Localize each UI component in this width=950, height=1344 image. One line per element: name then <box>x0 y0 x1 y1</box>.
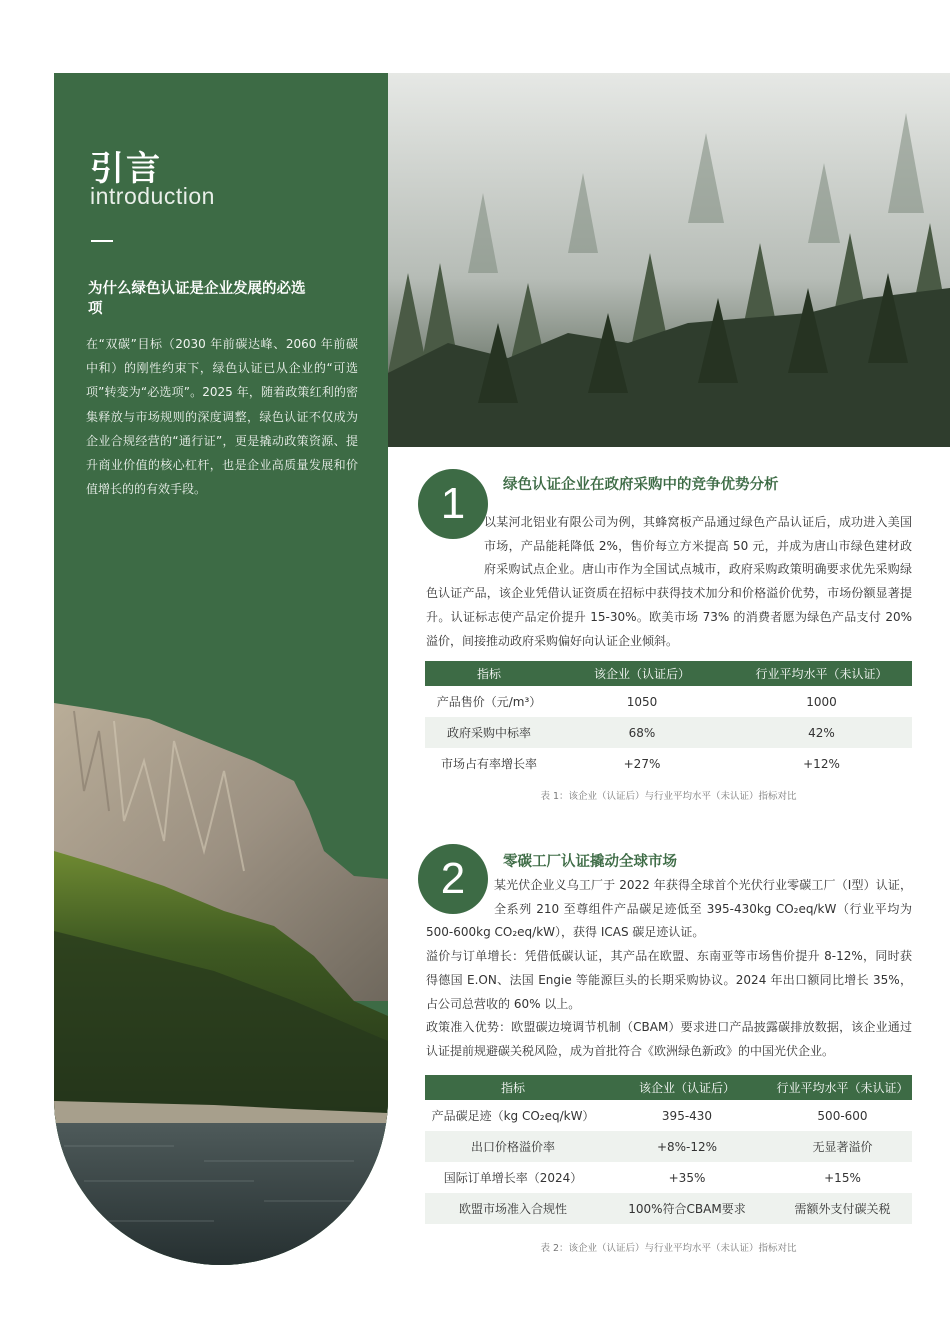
table-cell: 1050 <box>626 694 658 709</box>
table-cell: +35% <box>668 1170 706 1185</box>
comparison-table-2 <box>425 1075 912 1224</box>
table-cell: 需额外支付碳关税 <box>773 1193 912 1224</box>
table-row <box>425 1193 912 1224</box>
comparison-table-1 <box>425 661 912 779</box>
section-2-title: 零碳工厂认证撬动全球市场 <box>503 854 677 870</box>
table-cell: 无显著溢价 <box>773 1131 912 1162</box>
section-2-text-3: 政策准入优势：欧盟碳边境调节机制（CBAM）要求进口产品披露碳排放数据，该企业通过认证提前规避碳关税风险，成为首批符合《欧洲绿色新政》的中国光伏企业。 <box>426 1020 912 1058</box>
table-row <box>425 1131 912 1162</box>
intro-subtitle: introduction <box>90 183 215 209</box>
section-2-text-1: 某光伏企业义乌工厂于 2022 年获得全球首个光伏行业零碳工厂（Ⅰ型）认证，全系列 210 至尊组件产品碳足迹低至 395-430kg CO₂eq/kW（行业平均为 500-600kg CO₂eq/kW），获得 ICAS 碳足迹认证。 <box>426 878 912 940</box>
table-row <box>425 1100 912 1131</box>
table-cell: 市场占有率增长率 <box>440 757 537 771</box>
table-row <box>425 717 912 748</box>
table-cell: 68% <box>553 717 731 748</box>
table-header: 指标 <box>425 661 553 686</box>
table-header: 行业平均水平（未认证） <box>731 661 912 686</box>
intro-panel <box>54 73 388 1265</box>
table-row <box>425 686 912 717</box>
table-cell: +8%-12% <box>601 1131 773 1162</box>
table-cell: +12% <box>803 756 840 771</box>
table-header: 行业平均水平（未认证） <box>773 1075 912 1100</box>
table-cell: 395-430 <box>661 1108 713 1123</box>
table-cell: 产品售价（元/m³） <box>436 695 542 709</box>
table-cell: 政府采购中标率 <box>425 717 553 748</box>
table-header: 该企业（认证后） <box>601 1075 773 1100</box>
divider <box>91 240 113 242</box>
table-cell: 出口价格溢价率 <box>425 1131 601 1162</box>
table-cell: 1000 <box>806 694 837 709</box>
intro-title: 引言 <box>90 149 162 189</box>
table-cell: 产品碳足迹（kg CO₂eq/kW） <box>431 1109 595 1123</box>
table-cell: 500-600 <box>817 1108 868 1123</box>
table-cell: +27% <box>623 756 661 771</box>
table-cell: 100%符合CBAM要求 <box>601 1193 773 1224</box>
table-cell: 国际订单增长率（2024） <box>443 1171 583 1185</box>
section-2-text-2: 溢价与订单增长：凭借低碳认证，其产品在欧盟、东南亚等市场售价提升 8-12%，同时获得德国 E.ON、法国 Engie 等能源巨头的长期采购协议。2024 年出口额同比增长 35%，占公司总营收的 60% 以上。 <box>426 949 912 1011</box>
table-cell: 欧盟市场准入合规性 <box>425 1193 601 1224</box>
table-row <box>425 1162 912 1193</box>
intro-heading: 为什么绿色认证是企业发展的必选项 <box>88 281 306 317</box>
table-header: 该企业（认证后） <box>553 661 731 686</box>
table-header: 指标 <box>425 1075 601 1100</box>
section-2-body <box>426 874 912 1064</box>
table-cell: 42% <box>731 717 912 748</box>
section-2-number: 2 <box>418 844 488 914</box>
section-1-title: 绿色认证企业在政府采购中的竞争优势分析 <box>503 477 779 493</box>
table-cell: +15% <box>824 1170 861 1185</box>
mountain-lake-image <box>54 701 388 1265</box>
misty-forest-image <box>388 73 950 447</box>
section-1-body <box>426 511 912 653</box>
table-2-caption: 表 2：该企业（认证后）与行业平均水平（未认证）指标对比 <box>540 1243 797 1254</box>
section-1-text: 以某河北铝业有限公司为例，其蜂窝板产品通过绿色产品认证后，成功进入美国市场，产品能耗降低 2%，售价每立方米提高 50 元，并成为唐山市绿色建材政府采购试点企业。唐山市作为全国试点城市，政府采购政策明确要求优先采购绿色认证产品，该企业凭借认证资质在招标中获得技术加分和价格溢价优势，市场份额显著提升。认证标志使产品定价提升 15-30%。欧美市场 73% 的消费者愿为绿色产品支付 20% 溢价，间接推动政府采购偏好向认证企业倾斜。 <box>426 515 912 648</box>
table-row <box>425 748 912 779</box>
section-1-number: 1 <box>418 469 488 539</box>
table-1-caption: 表 1：该企业（认证后）与行业平均水平（未认证）指标对比 <box>540 791 797 802</box>
intro-body: 在“双碳”目标（2030 年前碳达峰、2060 年前碳中和）的刚性约束下，绿色认证已从企业的“可选项”转变为“必选项”。2025 年，随着政策红利的密集释放与市场规则的深度调整，绿色认证不仅成为企业合规经营的“通行证”，更是撬动政策资源、提升商业价值的核心杠杆，也是企业高质量发展和价值增长的的有效手段。 <box>86 337 358 497</box>
